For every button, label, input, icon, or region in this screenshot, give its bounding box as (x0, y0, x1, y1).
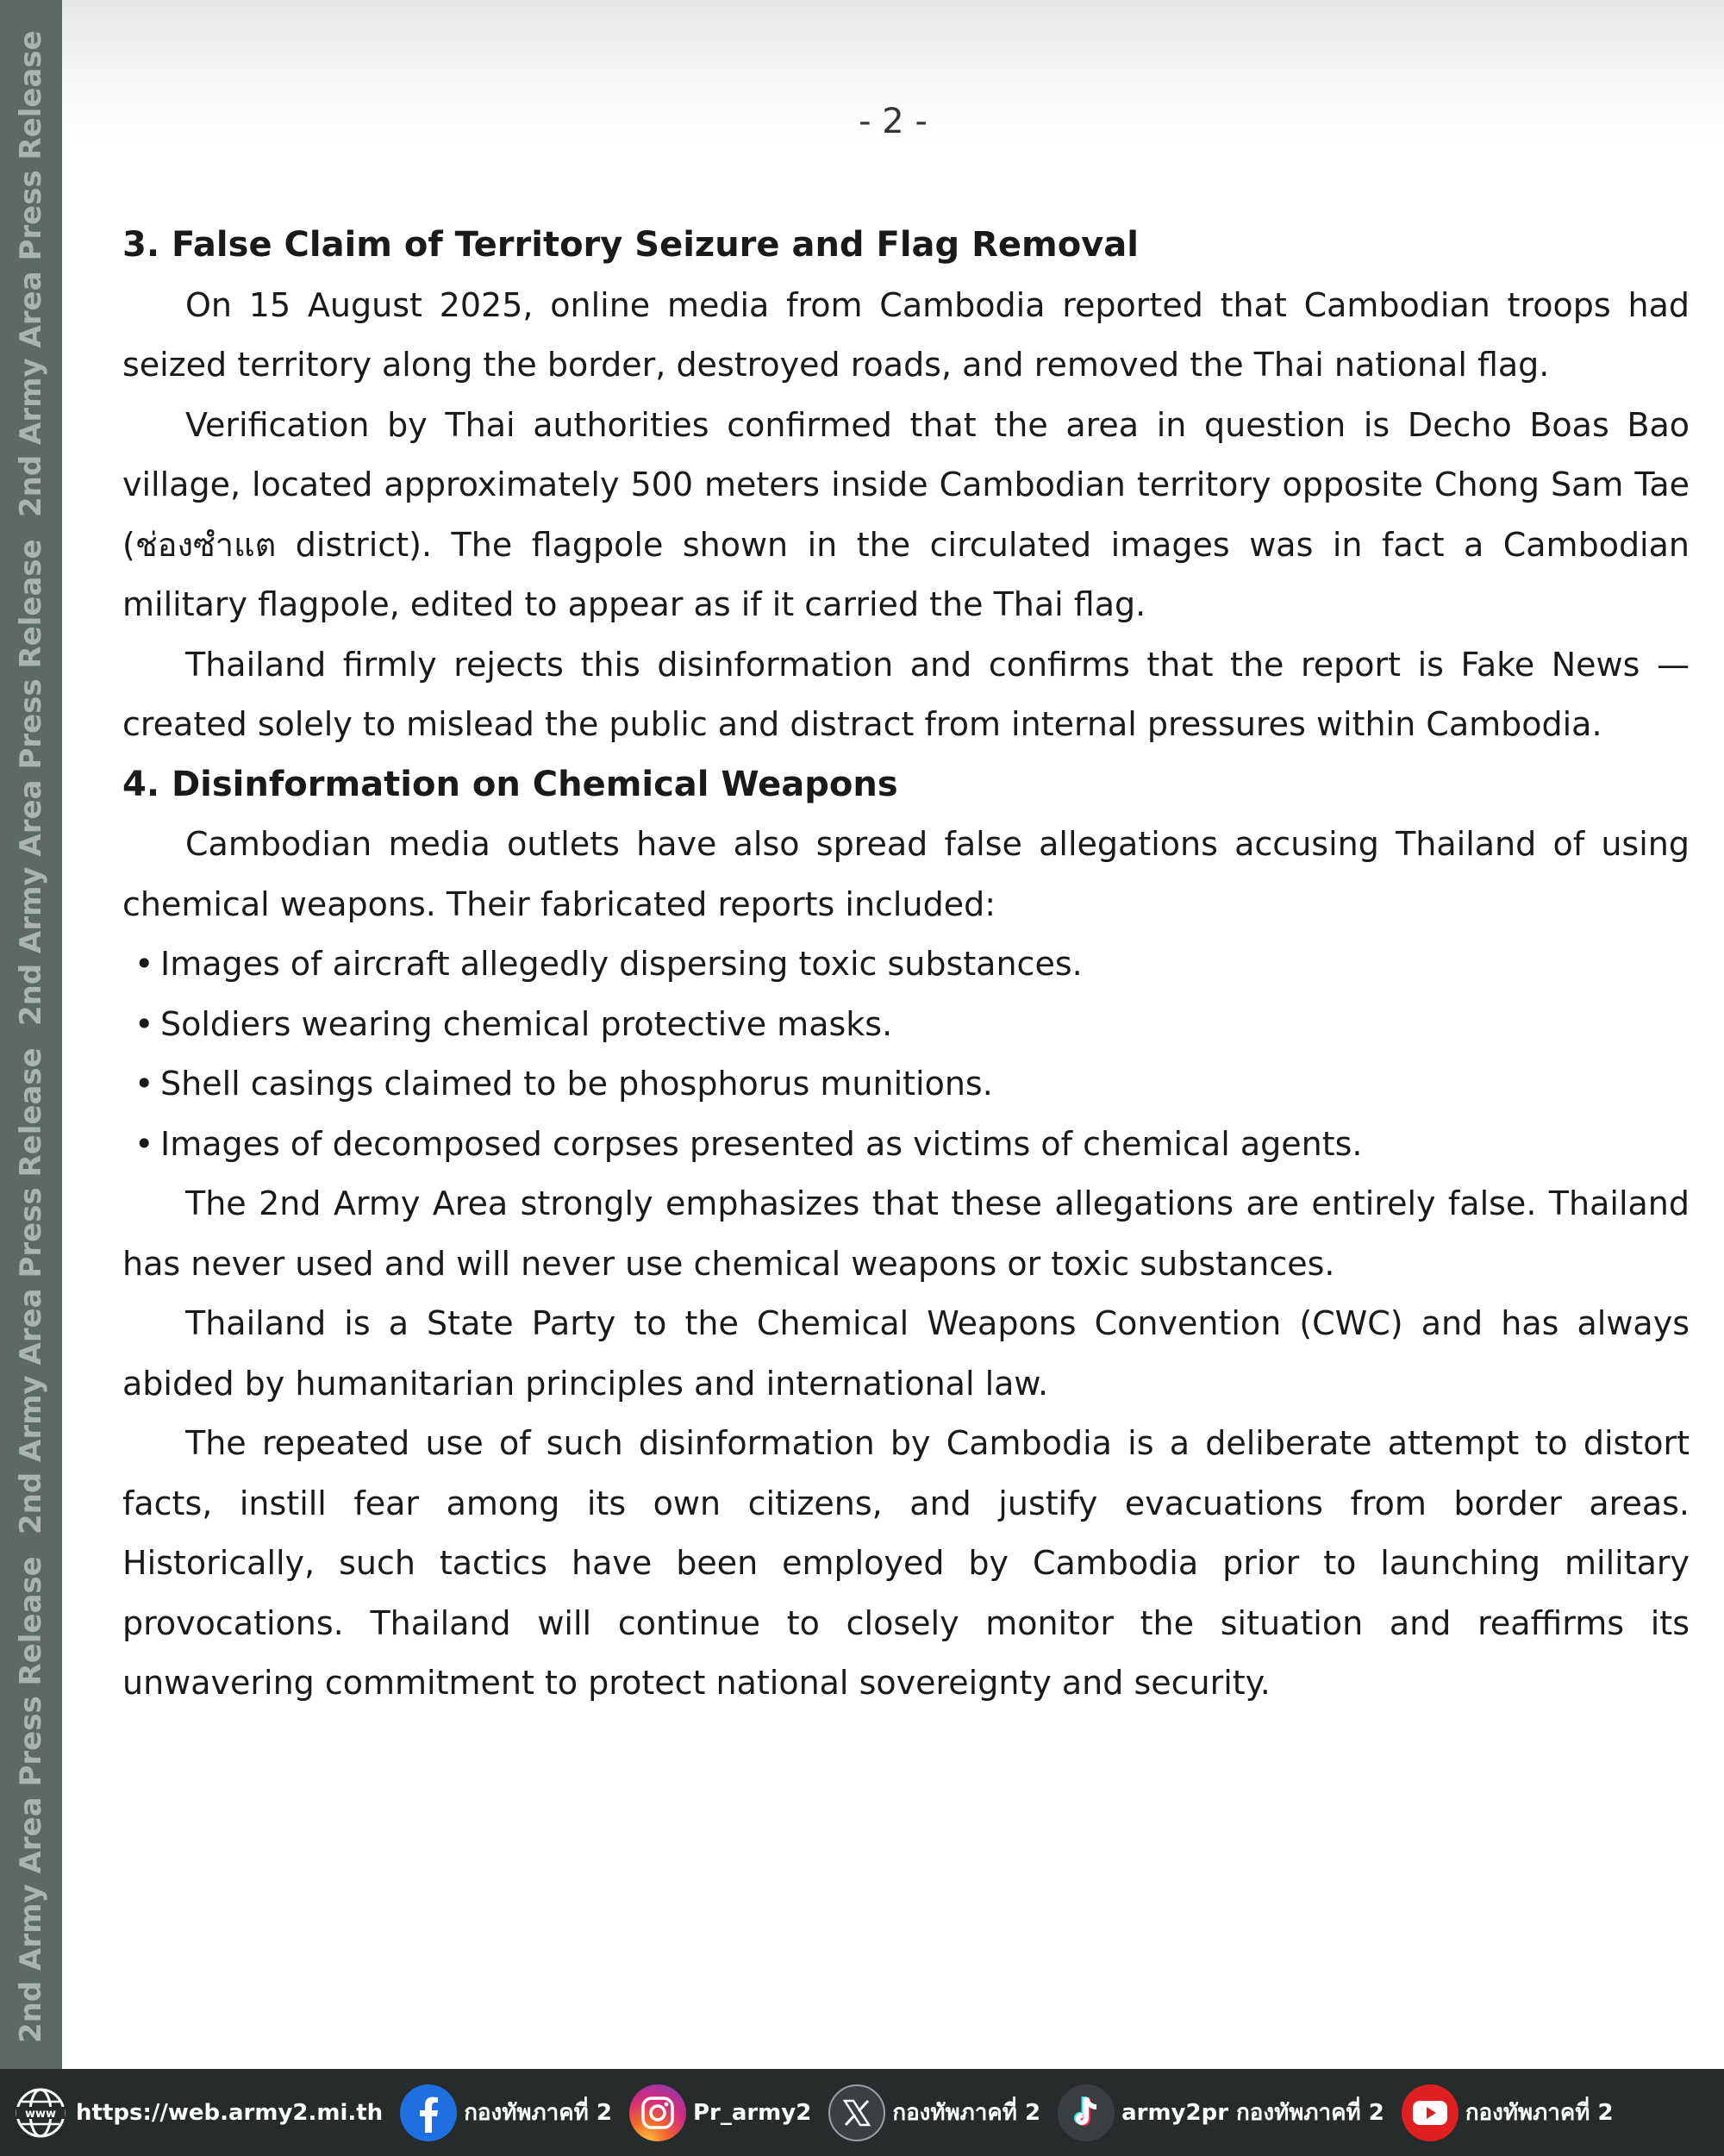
globe-icon (12, 2084, 69, 2141)
youtube-name: กองทัพภาคที่ 2 (1465, 2100, 1614, 2126)
paragraph: Verification by Thai authorities confirmed that the area in question is Decho Boas Bao village, located approximately 500 meters inside Cambodian territory opposite Chong Sam Tae (ช่องซำแต district). The flagpole shown in the circulated images was in fact a Cambodian military flagpole, edited to appear as if it carried the Thai flag. (122, 405, 1690, 623)
list-item: • Images of decomposed corpses presented as victims of chemical agents. (122, 1115, 1690, 1175)
x-link[interactable] (828, 2084, 1040, 2141)
x-icon (828, 2084, 885, 2141)
paragraph: Thailand is a State Party to the Chemical Weapons Convention (CWC) and has always abided by humanitarian principles and international law. (122, 1304, 1690, 1403)
instagram-handle: Pr_army2 (692, 2099, 812, 2126)
facebook-name: กองทัพภาคที่ 2 (464, 2100, 612, 2126)
website-url: https://web.army2.mi.th (76, 2099, 384, 2126)
list-item: • Shell casings claimed to be phosphorus munitions. (122, 1054, 1690, 1115)
paragraph: Thailand firmly rejects this disinformation and confirms that the report is Fake News — created solely to mislead the public and distract from internal pressures within Cambodia. (122, 645, 1690, 743)
list-item: • Images of aircraft allegedly dispersing toxic substances. (122, 934, 1690, 995)
tiktok-name: army2pr กองทัพภาคที่ 2 (1121, 2100, 1384, 2126)
paragraph: The repeated use of such disinformation by Cambodia is a deliberate attempt to distort facts, instill fear among its own citizens, and justify evacuations from border areas. Historically, such tactics have been employed by Cambodia prior to launching military provocations. Thailand will continue to closely monitor the situation and reaffirms its unwavering commitment to protect national sovereignty and security. (122, 1424, 1690, 1702)
list-item: • Soldiers wearing chemical protective masks. (122, 995, 1690, 1055)
page-number: - 2 - (859, 102, 928, 141)
instagram-icon (629, 2084, 686, 2141)
sidebar-label: 2nd Army Area Press Release (14, 539, 48, 1026)
sidebar-strip (0, 0, 62, 2069)
document-page (62, 0, 1724, 2069)
website-link[interactable] (12, 2084, 383, 2141)
sidebar-label: 2nd Army Area Press Release (14, 1047, 48, 1534)
youtube-icon (1402, 2084, 1459, 2141)
sidebar-label: 2nd Army Area Press Release (14, 30, 48, 517)
tiktok-icon (1058, 2084, 1115, 2141)
sidebar-label: 2nd Army Area Press Release (14, 1556, 48, 2043)
paragraph: Cambodian media outlets have also spread false allegations accusing Thailand of using chemical weapons. Their fabricated reports included: (122, 825, 1690, 923)
facebook-icon (400, 2084, 457, 2141)
youtube-link[interactable] (1402, 2084, 1614, 2141)
paragraph: On 15 August 2025, online media from Cambodia reported that Cambodian troops had seized territory along the border, destroyed roads, and removed the Thai national flag. (122, 285, 1690, 384)
bullet-list (122, 934, 1690, 1174)
instagram-link[interactable] (629, 2084, 811, 2141)
svg-text:www: www (24, 2107, 57, 2121)
section-3-heading: 3. False Claim of Territory Seizure and Flag Removal (122, 225, 1139, 265)
paragraph: The 2nd Army Area strongly emphasizes that these allegations are entirely false. Thailand has never used and will never use chemical weapons or toxic substances. (122, 1184, 1690, 1283)
tiktok-link[interactable] (1058, 2084, 1384, 2141)
document-body (122, 216, 1690, 1714)
x-name: กองทัพภาคที่ 2 (892, 2100, 1041, 2126)
sidebar-banner (0, 0, 62, 2069)
section-4-heading: 4. Disinformation on Chemical Weapons (122, 764, 898, 804)
facebook-link[interactable] (400, 2084, 612, 2141)
footer-bar (0, 2069, 1724, 2156)
